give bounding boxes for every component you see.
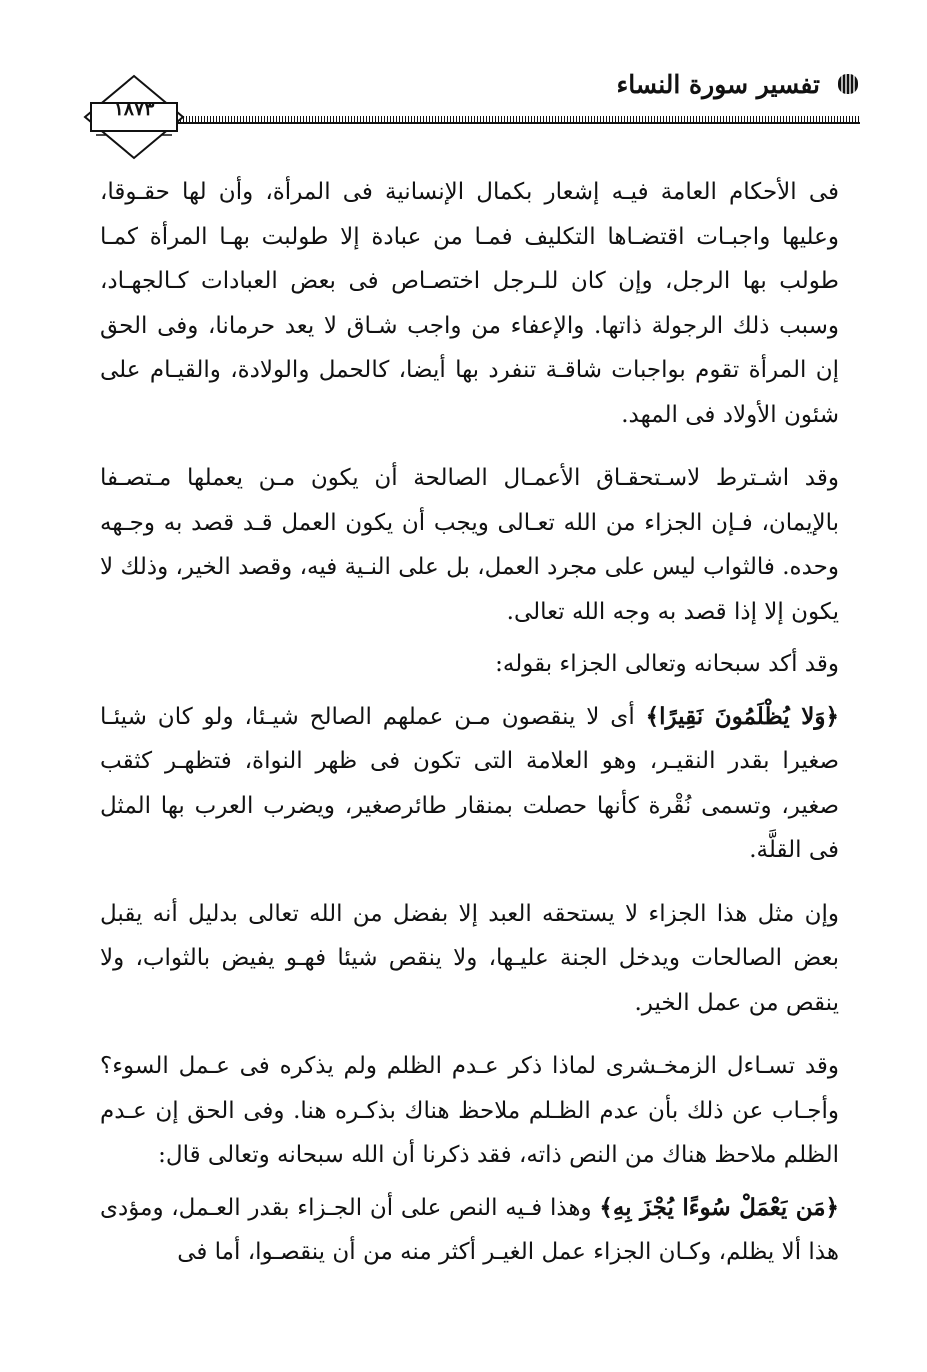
page-number: ١٨٧٣ xyxy=(113,98,155,120)
paragraph-text: وهذا فـيه النص على أن الجـزاء بقدر العـمل، ومؤدى هذا ألا يظلم، وكـان الجزاء عمل الغيـر أكثر منه من أن ينقصـوا، أما فى xyxy=(100,1194,839,1265)
paragraph: وقد اشـترط لاسـتحقـاق الأعمـال الصالحة أن يكون مـن يعملها مـتصـفا بالإيمان، فـإن الجزاء من الله تعـالى ويجب أن يكون العمل قـد قصد به وجـهه وحده. فالثواب ليس على مجرد العمل، بل على النـية فيه، وقصد الخير، وذلك لا يكون إلا إذا قصد به وجه الله تعالى. xyxy=(100,465,839,625)
paragraph-text: أى لا ينقصون مـن عملهم الصالح شيـئا، ولو كان شيئـا صغيرا بقدر النقيـر، وهو العلامة التى تكون فى ظهر النواة، فتظهـر كثقب صغير، وتسمى نُقْرة كأنها حصلت بمنقار طائرصغير، ويضرب العرب بها المثل فى القلَّة. xyxy=(100,703,839,863)
paragraph: وقد أكد سبحانه وتعالى الجزاء بقوله: xyxy=(495,651,839,677)
header-rule-line xyxy=(162,122,860,124)
paragraph xyxy=(100,695,839,873)
quran-verse: ﴿مَن يَعْمَلْ سُوءًا يُجْزَ بِهِ﴾ xyxy=(599,1193,839,1221)
page-body xyxy=(100,170,839,1275)
page-header xyxy=(70,56,860,166)
paragraph: وقد تسـاءل الزمخـشرى لماذا ذكر عـدم الظلم ولم يذكره فى عـمل السوء؟ وأجـاب عن ذلك بأن عدم الظـلم ملاحظ هناك بذكـره هنا. وفى الحق إن عـدم الظلم ملاحظ هناك من النص ذاته، فقد ذكرنا أن الله سبحانه وتعالى قال: xyxy=(100,1053,839,1168)
paragraph: وإن مثل هذا الجزاء لا يستحقه العبد إلا بفضل من الله تعالى بدليل أنه يقبل بعض الصالحات ويدخل الجنة عليـها، ولا ينقص شيئا فهـو يفيض بالثواب، ولا ينقص من عمل الخير. xyxy=(100,900,839,1016)
paragraph: فى الأحكام العامة فيـه إشعار بكمال الإنسانية فى المرأة، وأن لها حقـوقا، وعليها واجبـات اقتضـاها التكليف فمـا من عبادة إلا طولبت بهـا المرأة كمـا طولب بها الرجل، وإن كان للـرجل اختصـاص فى بعض العبادات كـالجهـاد، وسبب ذلك الرجولة ذاتها. والإعفاء من واجب شـاق لا يعد حرمانا، وفى الحق إن المرأة تقوم بواجبات شاقـة تنفرد بها أيضا، كالحمل والولادة، والقيـام على شئون الأولاد فى المهد. xyxy=(100,179,839,428)
quran-verse: ﴿وَلا يُظْلَمُونَ نَقِيرًا﴾ xyxy=(645,702,839,730)
paragraph xyxy=(100,1186,839,1275)
page-title: تفسير سورة النساء xyxy=(616,70,820,99)
ornament-icon xyxy=(836,70,860,98)
